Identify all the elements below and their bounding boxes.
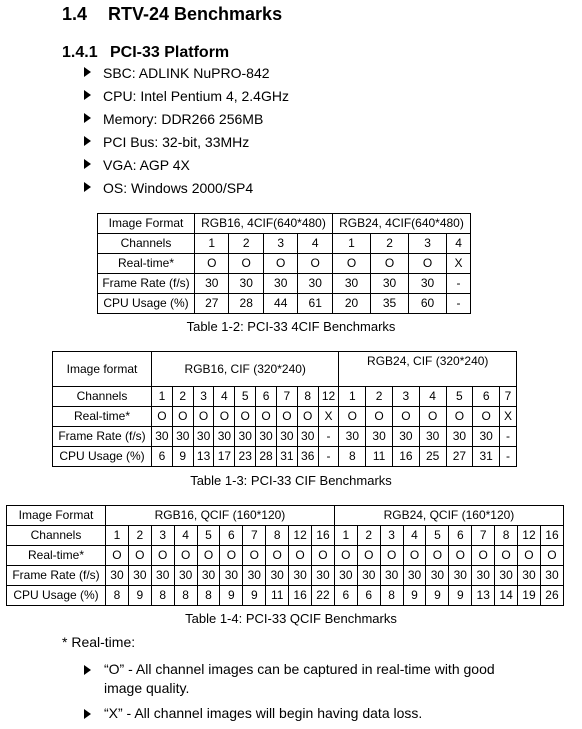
value-cell: 6	[152, 447, 173, 467]
value-cell: 9	[403, 586, 426, 606]
value-cell: 30	[289, 566, 312, 586]
table-cif-benchmarks	[52, 351, 517, 467]
value-cell: O	[256, 407, 277, 427]
spec-text: CPU: Intel Pentium 4, 2.4GHz	[103, 88, 289, 104]
value-cell: 30	[518, 566, 541, 586]
value-cell: 4	[447, 234, 471, 254]
value-cell: 8	[339, 447, 366, 467]
section-number: 1.4	[62, 4, 88, 24]
value-cell: O	[263, 254, 297, 274]
value-cell: O	[371, 254, 409, 274]
value-cell: -	[500, 427, 517, 447]
value-cell: 2	[172, 387, 193, 407]
value-cell: O	[446, 407, 473, 427]
value-cell: O	[426, 546, 449, 566]
value-cell: O	[289, 546, 312, 566]
value-cell: 30	[339, 427, 366, 447]
table-row	[7, 526, 564, 546]
value-cell: 30	[151, 566, 174, 586]
value-cell: 30	[195, 274, 229, 294]
value-cell: O	[366, 407, 393, 427]
value-cell: 8	[266, 526, 289, 546]
value-cell: O	[449, 546, 472, 566]
value-cell: O	[214, 407, 235, 427]
value-cell: 4	[419, 387, 446, 407]
row-label-cell: CPU Usage (%)	[53, 447, 152, 467]
format-header-cell: Image format	[53, 352, 152, 387]
value-cell: O	[472, 546, 495, 566]
value-cell: 7	[276, 387, 297, 407]
value-cell: 30	[197, 566, 220, 586]
table-header-row	[98, 214, 471, 234]
value-cell: 30	[297, 427, 318, 447]
value-cell: 8	[197, 586, 220, 606]
group-header-cell: RGB24, QCIF (160*120)	[334, 506, 563, 526]
value-cell: 9	[128, 586, 151, 606]
arrow-bullet-icon	[84, 67, 91, 77]
value-cell: 4	[174, 526, 197, 546]
spec-item	[84, 110, 289, 133]
subsection-heading	[62, 44, 229, 62]
table-row	[53, 447, 517, 467]
table-row	[53, 387, 517, 407]
note-text: “O” - All channel images can be captured in real-time with good image quality.	[104, 661, 495, 696]
spec-text: Memory: DDR266 256MB	[103, 111, 264, 127]
value-cell: 30	[403, 566, 426, 586]
table-caption: Table 1-2: PCI-33 4CIF Benchmarks	[186, 319, 396, 334]
arrow-bullet-icon	[84, 90, 91, 100]
table-row	[53, 427, 517, 447]
row-label-cell: CPU Usage (%)	[7, 586, 106, 606]
value-cell: 13	[193, 447, 214, 467]
value-cell: 17	[214, 447, 235, 467]
value-cell: O	[235, 407, 256, 427]
value-cell: O	[174, 546, 197, 566]
value-cell: 1	[195, 234, 229, 254]
spec-text: VGA: AGP 4X	[103, 157, 190, 173]
value-cell: 8	[297, 387, 318, 407]
notes-title: * Real-time:	[62, 634, 136, 650]
value-cell: 3	[263, 234, 297, 254]
row-label-cell: Real-time*	[98, 254, 195, 274]
value-cell: 3	[380, 526, 403, 546]
group-header-cell: RGB16, CIF (320*240)	[152, 352, 339, 387]
value-cell: 11	[366, 447, 393, 467]
notes-list	[84, 660, 504, 729]
value-cell: O	[403, 546, 426, 566]
value-cell: O	[540, 546, 563, 566]
value-cell: 30	[298, 274, 333, 294]
value-cell: O	[229, 254, 263, 274]
value-cell: 28	[256, 447, 277, 467]
table-row	[7, 566, 564, 586]
value-cell: O	[357, 546, 380, 566]
group-header-cell: RGB24, CIF (320*240)	[339, 352, 517, 387]
value-cell: O	[298, 254, 333, 274]
value-cell: 30	[235, 427, 256, 447]
value-cell: 5	[426, 526, 449, 546]
value-cell: O	[518, 546, 541, 566]
value-cell: 26	[540, 586, 563, 606]
format-header-cell: Image Format	[98, 214, 195, 234]
spec-text: PCI Bus: 32-bit, 33MHz	[103, 134, 250, 150]
value-cell: 30	[357, 566, 380, 586]
value-cell: 30	[472, 566, 495, 586]
value-cell: O	[276, 407, 297, 427]
subsection-title: PCI-33 Platform	[110, 44, 230, 61]
value-cell: 30	[276, 427, 297, 447]
value-cell: 2	[128, 526, 151, 546]
value-cell: 30	[152, 427, 173, 447]
value-cell: O	[266, 546, 289, 566]
value-cell: 2	[371, 234, 409, 254]
value-cell: 7	[243, 526, 266, 546]
value-cell: 9	[220, 586, 243, 606]
value-cell: -	[447, 294, 471, 314]
value-cell: 2	[229, 234, 263, 254]
value-cell: 5	[446, 387, 473, 407]
table-row	[98, 254, 471, 274]
spec-item	[84, 64, 289, 87]
value-cell: X	[500, 407, 517, 427]
row-label-cell: Channels	[7, 526, 106, 546]
table-row	[98, 234, 471, 254]
value-cell: 30	[392, 427, 419, 447]
value-cell: O	[380, 546, 403, 566]
value-cell: X	[318, 407, 339, 427]
value-cell: -	[447, 274, 471, 294]
row-label-cell: Frame Rate (f/s)	[53, 427, 152, 447]
arrow-bullet-icon	[84, 665, 91, 675]
table-qcif-benchmarks	[6, 505, 564, 606]
value-cell: 13	[472, 586, 495, 606]
row-label-cell: Frame Rate (f/s)	[7, 566, 106, 586]
value-cell: 30	[449, 566, 472, 586]
row-label-cell: Channels	[53, 387, 152, 407]
value-cell: 12	[289, 526, 312, 546]
value-cell: 9	[172, 447, 193, 467]
table-header-row	[7, 506, 564, 526]
value-cell: -	[318, 447, 339, 467]
spec-item	[84, 87, 289, 110]
value-cell: 30	[312, 566, 335, 586]
value-cell: 30	[229, 274, 263, 294]
value-cell: 30	[540, 566, 563, 586]
value-cell: 4	[214, 387, 235, 407]
spec-item	[84, 156, 289, 179]
value-cell: O	[193, 407, 214, 427]
value-cell: 16	[540, 526, 563, 546]
value-cell: 30	[256, 427, 277, 447]
value-cell: O	[419, 407, 446, 427]
value-cell: 14	[495, 586, 518, 606]
table-header-row	[53, 352, 517, 387]
value-cell: 30	[419, 427, 446, 447]
value-cell: O	[151, 546, 174, 566]
value-cell: 6	[334, 586, 357, 606]
value-cell: O	[128, 546, 151, 566]
value-cell: 8	[380, 586, 403, 606]
table-row	[7, 586, 564, 606]
arrow-bullet-icon	[84, 182, 91, 192]
value-cell: 44	[263, 294, 297, 314]
value-cell: 5	[235, 387, 256, 407]
value-cell: O	[473, 407, 500, 427]
value-cell: 20	[332, 294, 370, 314]
spec-text: OS: Windows 2000/SP4	[103, 180, 254, 196]
value-cell: 30	[473, 427, 500, 447]
value-cell: 16	[289, 586, 312, 606]
arrow-bullet-icon	[84, 136, 91, 146]
value-cell: 4	[403, 526, 426, 546]
value-cell: 8	[106, 586, 129, 606]
value-cell: 8	[174, 586, 197, 606]
value-cell: 30	[426, 566, 449, 586]
value-cell: O	[334, 546, 357, 566]
section-heading	[62, 4, 282, 25]
value-cell: 30	[446, 427, 473, 447]
value-cell: 30	[366, 427, 393, 447]
value-cell: 22	[312, 586, 335, 606]
value-cell: 16	[312, 526, 335, 546]
value-cell: 9	[426, 586, 449, 606]
spec-item	[84, 179, 289, 202]
group-header-cell: RGB16, QCIF (160*120)	[106, 506, 335, 526]
value-cell: O	[495, 546, 518, 566]
note-text: “X” - All channel images will begin having data loss.	[104, 705, 423, 721]
value-cell: O	[220, 546, 243, 566]
value-cell: X	[447, 254, 471, 274]
value-cell: 7	[472, 526, 495, 546]
value-cell: 31	[473, 447, 500, 467]
table-row	[7, 546, 564, 566]
value-cell: O	[297, 407, 318, 427]
row-label-cell: Real-time*	[7, 546, 106, 566]
value-cell: 36	[297, 447, 318, 467]
value-cell: 30	[193, 427, 214, 447]
format-header-cell: Image Format	[7, 506, 106, 526]
arrow-bullet-icon	[84, 709, 91, 719]
platform-spec-list	[84, 64, 289, 202]
value-cell: 61	[298, 294, 333, 314]
value-cell: 30	[174, 566, 197, 586]
value-cell: 35	[371, 294, 409, 314]
value-cell: O	[312, 546, 335, 566]
value-cell: 9	[449, 586, 472, 606]
value-cell: 30	[371, 274, 409, 294]
table-row	[98, 274, 471, 294]
value-cell: 8	[495, 526, 518, 546]
value-cell: 30	[243, 566, 266, 586]
value-cell: 4	[298, 234, 333, 254]
section-title: RTV-24 Benchmarks	[108, 4, 283, 24]
value-cell: 6	[449, 526, 472, 546]
value-cell: 30	[332, 274, 370, 294]
value-cell: 25	[419, 447, 446, 467]
value-cell: 12	[318, 387, 339, 407]
value-cell: O	[172, 407, 193, 427]
value-cell: 27	[195, 294, 229, 314]
group-header-cell: RGB24, 4CIF(640*480)	[332, 214, 470, 234]
value-cell: 1	[106, 526, 129, 546]
value-cell: 11	[266, 586, 289, 606]
value-cell: O	[243, 546, 266, 566]
value-cell: 30	[266, 566, 289, 586]
table-caption: Table 1-4: PCI-33 QCIF Benchmarks	[185, 611, 397, 626]
value-cell: 6	[256, 387, 277, 407]
value-cell: 23	[235, 447, 256, 467]
value-cell: 30	[172, 427, 193, 447]
value-cell: O	[106, 546, 129, 566]
table-row	[98, 294, 471, 314]
value-cell: 3	[151, 526, 174, 546]
value-cell: O	[409, 254, 447, 274]
row-label-cell: Frame Rate (f/s)	[98, 274, 195, 294]
note-item	[84, 660, 504, 698]
group-header-cell: RGB16, 4CIF(640*480)	[195, 214, 333, 234]
value-cell: O	[332, 254, 370, 274]
value-cell: O	[195, 254, 229, 274]
value-cell: -	[318, 427, 339, 447]
row-label-cell: CPU Usage (%)	[98, 294, 195, 314]
value-cell: 7	[500, 387, 517, 407]
value-cell: 1	[339, 387, 366, 407]
value-cell: 30	[380, 566, 403, 586]
value-cell: O	[339, 407, 366, 427]
value-cell: 19	[518, 586, 541, 606]
value-cell: 16	[392, 447, 419, 467]
value-cell: 30	[334, 566, 357, 586]
value-cell: 3	[409, 234, 447, 254]
value-cell: 3	[392, 387, 419, 407]
spec-item	[84, 133, 289, 156]
table-caption: Table 1-3: PCI-33 CIF Benchmarks	[190, 473, 392, 488]
table-4cif-benchmarks	[97, 213, 471, 314]
value-cell: 12	[518, 526, 541, 546]
value-cell: 2	[357, 526, 380, 546]
value-cell: 30	[263, 274, 297, 294]
value-cell: 5	[197, 526, 220, 546]
value-cell: 30	[214, 427, 235, 447]
value-cell: 1	[152, 387, 173, 407]
value-cell: 30	[106, 566, 129, 586]
arrow-bullet-icon	[84, 113, 91, 123]
value-cell: 1	[334, 526, 357, 546]
value-cell: 9	[243, 586, 266, 606]
value-cell: 6	[220, 526, 243, 546]
value-cell: 31	[276, 447, 297, 467]
value-cell: 60	[409, 294, 447, 314]
value-cell: 30	[495, 566, 518, 586]
value-cell: 27	[446, 447, 473, 467]
value-cell: -	[500, 447, 517, 467]
value-cell: 2	[366, 387, 393, 407]
arrow-bullet-icon	[84, 159, 91, 169]
value-cell: O	[197, 546, 220, 566]
subsection-number: 1.4.1	[62, 44, 98, 61]
row-label-cell: Channels	[98, 234, 195, 254]
value-cell: 6	[473, 387, 500, 407]
value-cell: 8	[151, 586, 174, 606]
value-cell: 30	[128, 566, 151, 586]
value-cell: 6	[357, 586, 380, 606]
value-cell: 1	[332, 234, 370, 254]
table-row	[53, 407, 517, 427]
value-cell: 30	[409, 274, 447, 294]
row-label-cell: Real-time*	[53, 407, 152, 427]
value-cell: 28	[229, 294, 263, 314]
value-cell: O	[152, 407, 173, 427]
value-cell: 30	[220, 566, 243, 586]
note-item	[84, 704, 504, 723]
spec-text: SBC: ADLINK NuPRO-842	[103, 65, 270, 81]
value-cell: O	[392, 407, 419, 427]
value-cell: 3	[193, 387, 214, 407]
